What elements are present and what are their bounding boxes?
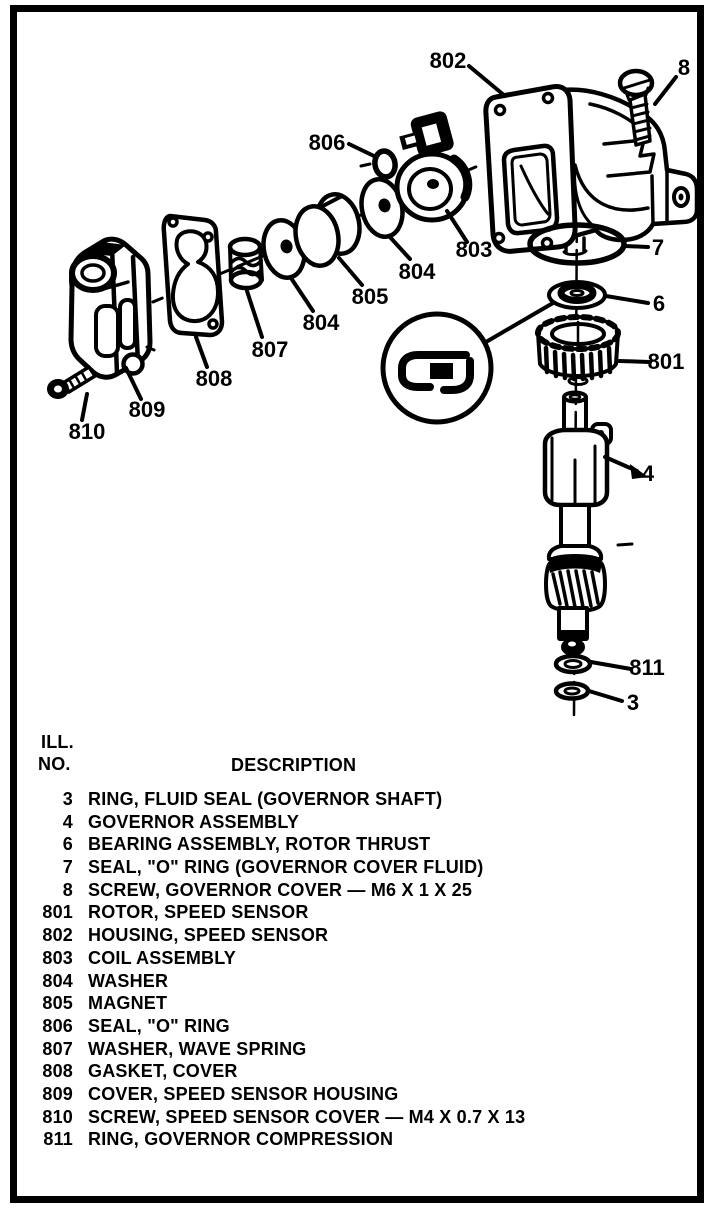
part-number: 801 (42, 902, 73, 923)
parts-row (30, 788, 650, 811)
callout-4: 4 (641, 461, 655, 486)
bearing-6 (549, 282, 605, 308)
part-number: 806 (42, 1015, 73, 1036)
part-description: SCREW, SPEED SENSOR COVER — M4 X 0.7 X 13 (88, 1106, 526, 1127)
part-number: 808 (42, 1061, 73, 1082)
part-number: 7 (62, 857, 73, 878)
callout-803: 803 (455, 237, 493, 262)
parts-row (30, 947, 650, 970)
parts-row (30, 833, 650, 856)
header-description: DESCRIPTION (231, 755, 357, 775)
callout-6: 6 (652, 291, 666, 316)
callout-807: 807 (251, 337, 289, 362)
parts-row (30, 924, 650, 947)
callout-3: 3 (626, 690, 640, 715)
gasket-808 (164, 216, 222, 335)
header-ill: ILL. (41, 732, 74, 752)
part-number: 805 (42, 993, 73, 1014)
callout-809: 809 (128, 397, 166, 422)
header-no: NO. (38, 754, 71, 774)
callout-805: 805 (351, 284, 389, 309)
housing-802 (486, 87, 697, 255)
part-number: 802 (42, 925, 73, 946)
parts-row (30, 879, 650, 902)
parts-row (30, 811, 650, 834)
parts-row (30, 1106, 650, 1129)
part-description: GASKET, COVER (88, 1061, 238, 1082)
part-description: MAGNET (88, 993, 168, 1014)
part-description: COVER, SPEED SENSOR HOUSING (88, 1083, 399, 1104)
parts-list-header (30, 732, 650, 784)
parts-row (30, 992, 650, 1015)
callout-801: 801 (647, 349, 685, 374)
part-description: RING, FLUID SEAL (GOVERNOR SHAFT) (88, 789, 443, 809)
part-number: 3 (62, 789, 73, 809)
cover-809 (71, 239, 154, 377)
callout-7: 7 (651, 235, 665, 260)
part-number: 810 (42, 1106, 73, 1127)
ring-3 (556, 684, 588, 699)
parts-row (30, 1015, 650, 1038)
callout-810: 810 (68, 419, 106, 444)
callout-804-left: 804 (302, 310, 340, 335)
governor-assembly-4 (545, 393, 611, 565)
part-number: 6 (62, 834, 73, 855)
parts-row (30, 1060, 650, 1083)
ring-811 (556, 656, 590, 672)
callout-804-right: 804 (398, 259, 436, 284)
part-number: 804 (42, 970, 73, 991)
part-description: BEARING ASSEMBLY, ROTOR THRUST (88, 834, 431, 855)
rotor-801 (538, 317, 618, 385)
callout-8: 8 (677, 55, 691, 80)
part-number: 809 (42, 1083, 73, 1104)
part-number: 4 (62, 811, 73, 832)
detail-inset-circle (383, 303, 553, 422)
part-description: WASHER, WAVE SPRING (88, 1038, 307, 1059)
o-ring-806 (373, 149, 397, 178)
part-description: HOUSING, SPEED SENSOR (88, 925, 329, 946)
wave-washer-807 (230, 239, 262, 288)
part-description: SEAL, "O" RING (88, 1015, 230, 1036)
governor-shaft-gear (546, 544, 632, 656)
screw-810 (49, 367, 98, 398)
part-number: 8 (62, 879, 73, 900)
callout-808: 808 (195, 366, 233, 391)
part-number: 811 (43, 1129, 73, 1150)
part-description: GOVERNOR ASSEMBLY (88, 811, 300, 832)
part-description: ROTOR, SPEED SENSOR (88, 902, 309, 923)
callout-802: 802 (429, 48, 467, 73)
part-description: WASHER (88, 970, 169, 991)
part-description: SEAL, "O" RING (GOVERNOR COVER FLUID) (88, 857, 484, 878)
callout-806: 806 (308, 130, 346, 155)
parts-row (30, 901, 650, 924)
parts-row (30, 856, 650, 879)
callout-811: 811 (629, 655, 665, 680)
part-description: SCREW, GOVERNOR COVER — M6 X 1 X 25 (88, 879, 473, 900)
parts-row (30, 1083, 650, 1106)
parts-row (30, 1128, 650, 1151)
parts-row (30, 1038, 650, 1061)
part-description: RING, GOVERNOR COMPRESSION (88, 1129, 394, 1150)
parts-row (30, 970, 650, 993)
part-description: COIL ASSEMBLY (88, 947, 236, 968)
parts-rows (30, 788, 650, 1151)
part-number: 807 (42, 1038, 73, 1059)
parts-list (30, 732, 650, 1150)
part-number: 803 (42, 947, 73, 968)
